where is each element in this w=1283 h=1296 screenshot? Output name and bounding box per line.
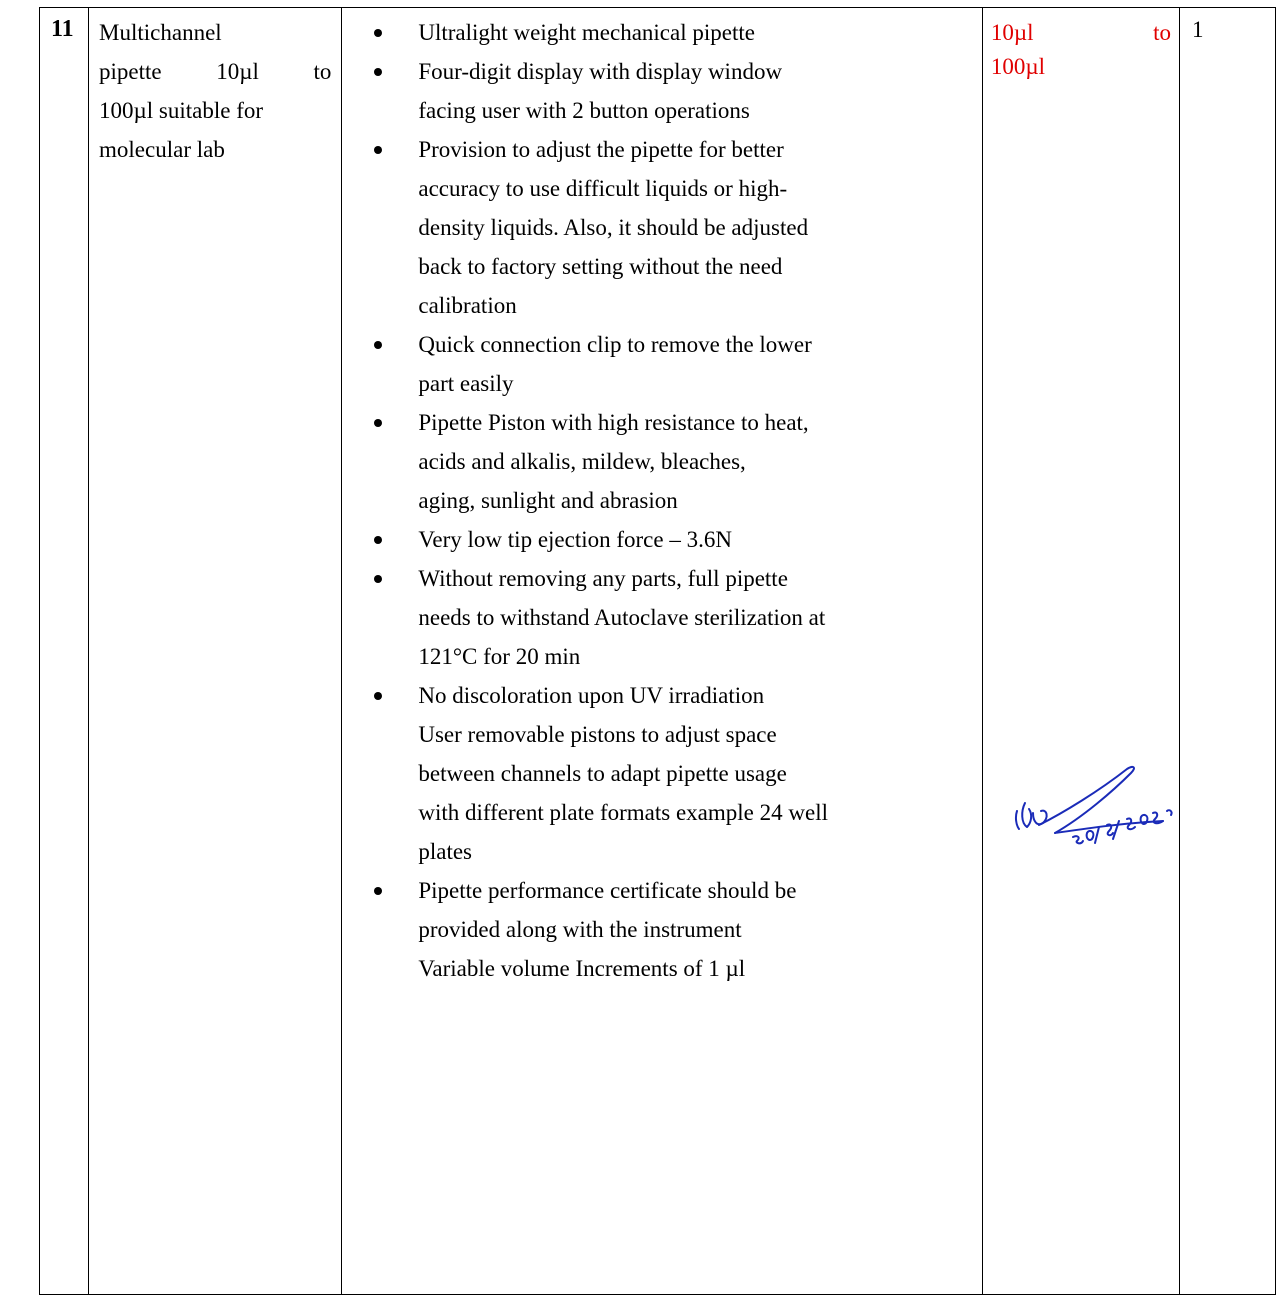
item-name <box>89 8 341 1294</box>
spec-line: Pipette performance certificate should be <box>418 878 797 903</box>
range-from: 10µl <box>990 20 1034 45</box>
handwritten-signature <box>1003 751 1179 845</box>
spec-line: Provision to adjust the pipette for better <box>418 137 784 162</box>
spec-list-item <box>342 130 981 325</box>
spec-line: needs to withstand Autoclave sterilization at <box>418 605 826 630</box>
spec-list-item <box>342 715 981 871</box>
spec-line: Very low tip ejection force – 3.6N <box>418 527 732 552</box>
bullet-icon <box>374 536 382 544</box>
bullet-icon <box>374 68 382 76</box>
spec-line: No discoloration upon UV irradiation <box>418 683 765 708</box>
bullet-icon <box>374 692 382 700</box>
specification-list <box>342 8 981 988</box>
spec-line: 121°C for 20 min <box>418 644 581 669</box>
spec-list-item <box>342 949 981 988</box>
bullet-icon <box>374 29 382 37</box>
specification-table <box>39 7 1276 1295</box>
item-name-line: 100µl suitable for <box>99 98 264 123</box>
spec-line: User removable pistons to adjust space <box>418 722 777 747</box>
spec-list-item <box>342 52 981 130</box>
spec-list-item <box>342 325 981 403</box>
range-line <box>983 8 1179 52</box>
spec-line: aging, sunlight and abrasion <box>418 488 678 513</box>
quantity-cell <box>1179 8 1275 1295</box>
spec-line: provided along with the instrument <box>418 917 742 942</box>
spec-line: calibration <box>418 293 517 318</box>
spec-list-item <box>342 871 981 949</box>
spec-line: Quick connection clip to remove the lower <box>418 332 812 357</box>
specifications-cell <box>342 8 982 1295</box>
item-name-line: pipette 10µl to <box>99 59 332 84</box>
serial-cell <box>40 8 89 1295</box>
spec-line: plates <box>418 839 473 864</box>
item-name-cell <box>89 8 342 1295</box>
bullet-icon <box>374 419 382 427</box>
spec-line: Without removing any parts, full pipette <box>418 566 788 591</box>
spec-line: Pipette Piston with high resistance to heat, <box>418 410 809 435</box>
spec-list-item <box>342 403 981 520</box>
item-name-line: Multichannel <box>99 20 222 45</box>
item-name-line: molecular lab <box>99 137 225 162</box>
spec-line: accuracy to use difficult liquids or high- <box>418 176 788 201</box>
spec-line: with different plate formats example 24 well <box>418 800 828 825</box>
spec-line: Ultralight weight mechanical pipette <box>418 20 755 45</box>
spec-line: acids and alkalis, mildew, bleaches, <box>418 449 746 474</box>
spec-line: part easily <box>418 371 514 396</box>
spec-list-item <box>342 13 981 52</box>
serial-number: 11 <box>51 16 74 42</box>
table-row <box>40 8 1276 1295</box>
spec-list-item <box>342 676 981 715</box>
spec-line: density liquids. Also, it should be adjusted <box>418 215 809 240</box>
spec-line: Variable volume Increments of 1 µl <box>418 956 746 981</box>
bullet-icon <box>374 887 382 895</box>
spec-line: back to factory setting without the need <box>418 254 783 279</box>
bullet-icon <box>374 575 382 583</box>
bullet-icon <box>374 341 382 349</box>
spec-list-item <box>342 520 981 559</box>
range-to-word: to <box>1153 20 1171 45</box>
spec-line: facing user with 2 button operations <box>418 98 750 123</box>
spec-line: between channels to adapt pipette usage <box>418 761 787 786</box>
spec-line: Four-digit display with display window <box>418 59 783 84</box>
quantity-value: 1 <box>1191 17 1204 42</box>
bullet-icon <box>374 146 382 154</box>
spec-list-item <box>342 559 981 676</box>
range-cell <box>982 8 1179 1295</box>
range-to: 100µl <box>990 54 1045 79</box>
